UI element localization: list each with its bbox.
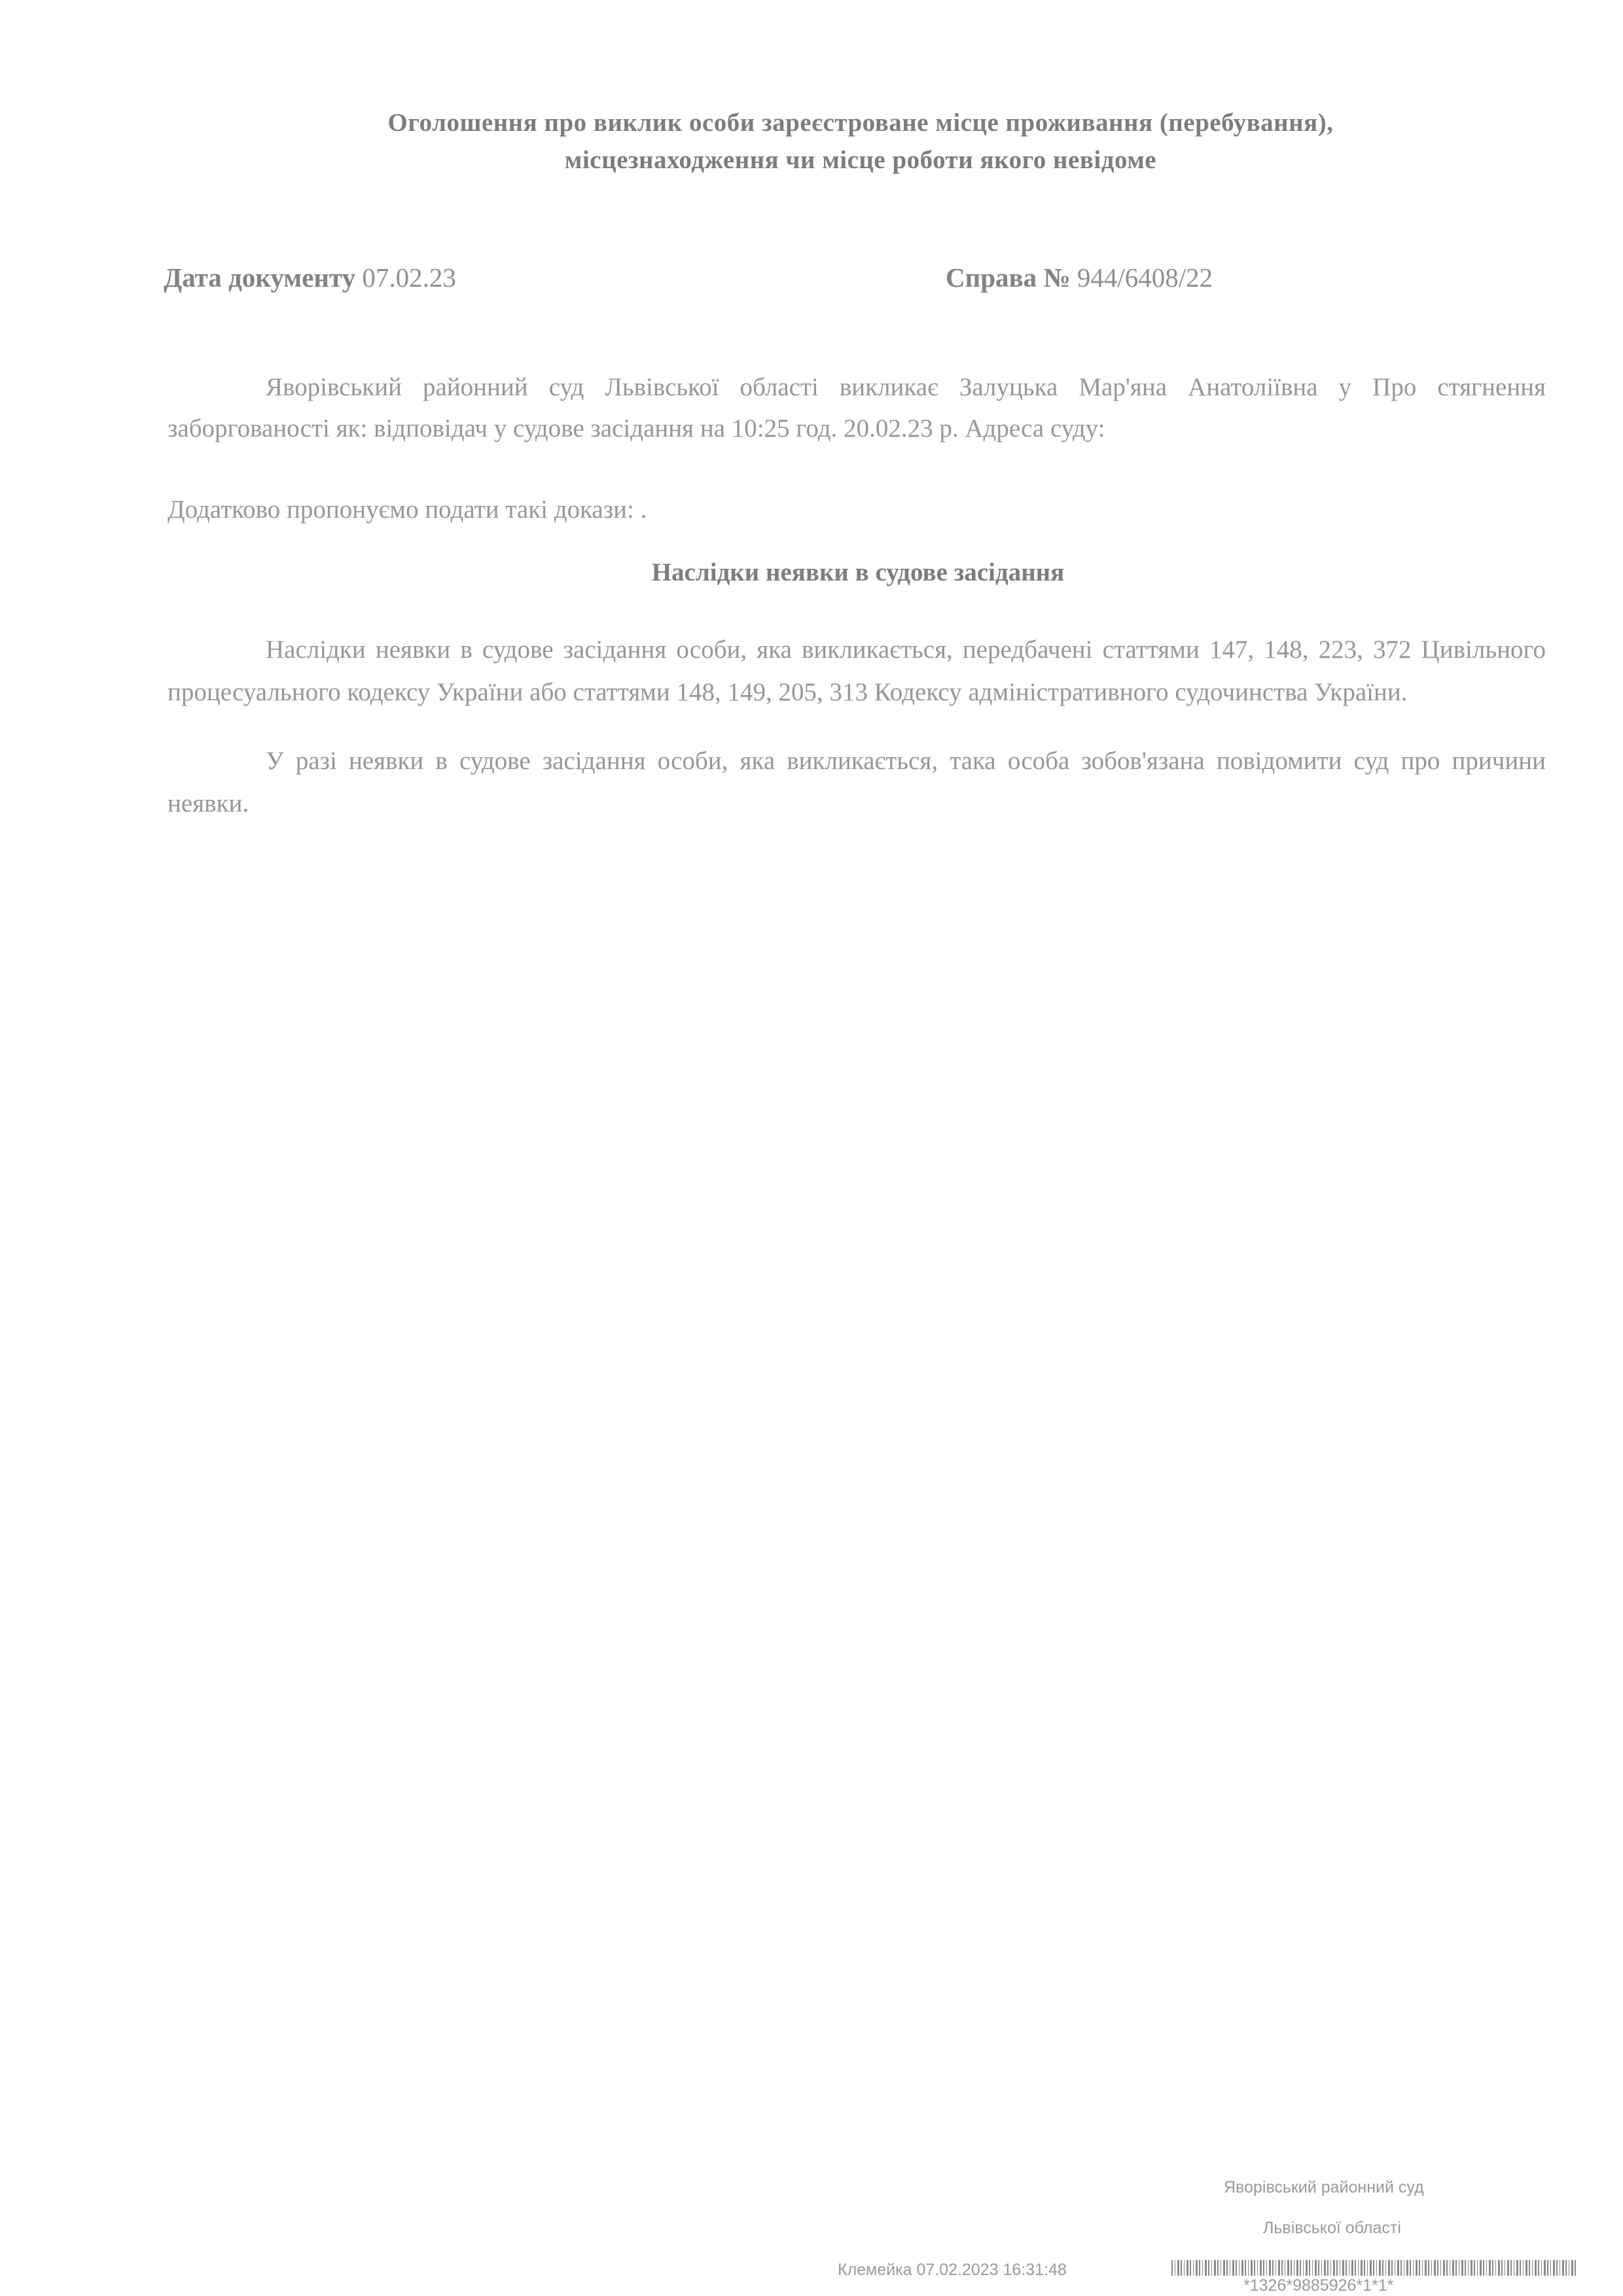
consequences-text-1: Наслідки неявки в судове засідання особи, яка викликається, передбачені статтями 147, 148, 223, 372 Цивільного процесуального кодексу України або статтями 148, 149, 205, 313 Кодексу адміністративного судочинства України. <box>168 636 1546 706</box>
page-title-line2: місцезнаходження чи місце роботи якого невідоме <box>564 146 1157 174</box>
document-date-label: Дата документу <box>164 262 356 293</box>
stamp-timestamp: Клемейка 07.02.2023 16:31:48 <box>838 2261 1067 2279</box>
summons-paragraph <box>168 367 1546 449</box>
consequences-text-2: У разі неявки в судове засідання особи, яка викликається, така особа зобов'язана повідомити суд про причини неявки. <box>168 747 1546 817</box>
case-number-label: Справа № <box>946 262 1071 293</box>
case-number-value: 944/6408/22 <box>1077 262 1213 293</box>
stamp-court-line1: Яворівський районний суд <box>1224 2178 1424 2197</box>
consequences-paragraph-1 <box>168 628 1546 713</box>
stamp-code: *1326*9885926*1*1* <box>1243 2276 1394 2295</box>
stamp-court-line2: Львівської області <box>1263 2219 1401 2237</box>
consequences-paragraph-2 <box>168 740 1546 825</box>
summons-text: Яворівський районний суд Львівської області викликає Залуцька Мар'яна Анатоліївна у Про стягнення заборгованості як: відповідач у судове засідання на 10:25 год. 20.02.23 р. Адреса суду: <box>168 373 1546 442</box>
document-date-value: 07.02.23 <box>362 262 456 293</box>
document-date <box>164 262 456 293</box>
additional-evidence: Додатково пропонуємо подати такі докази: . <box>168 495 647 524</box>
page-title-line1: Оголошення про виклик особи зареєстроване місце проживання (перебування), <box>387 109 1334 137</box>
barcode <box>1171 2260 1577 2276</box>
case-number <box>946 262 1213 293</box>
consequences-heading: Наслідки неявки в судове засідання <box>651 558 1065 586</box>
